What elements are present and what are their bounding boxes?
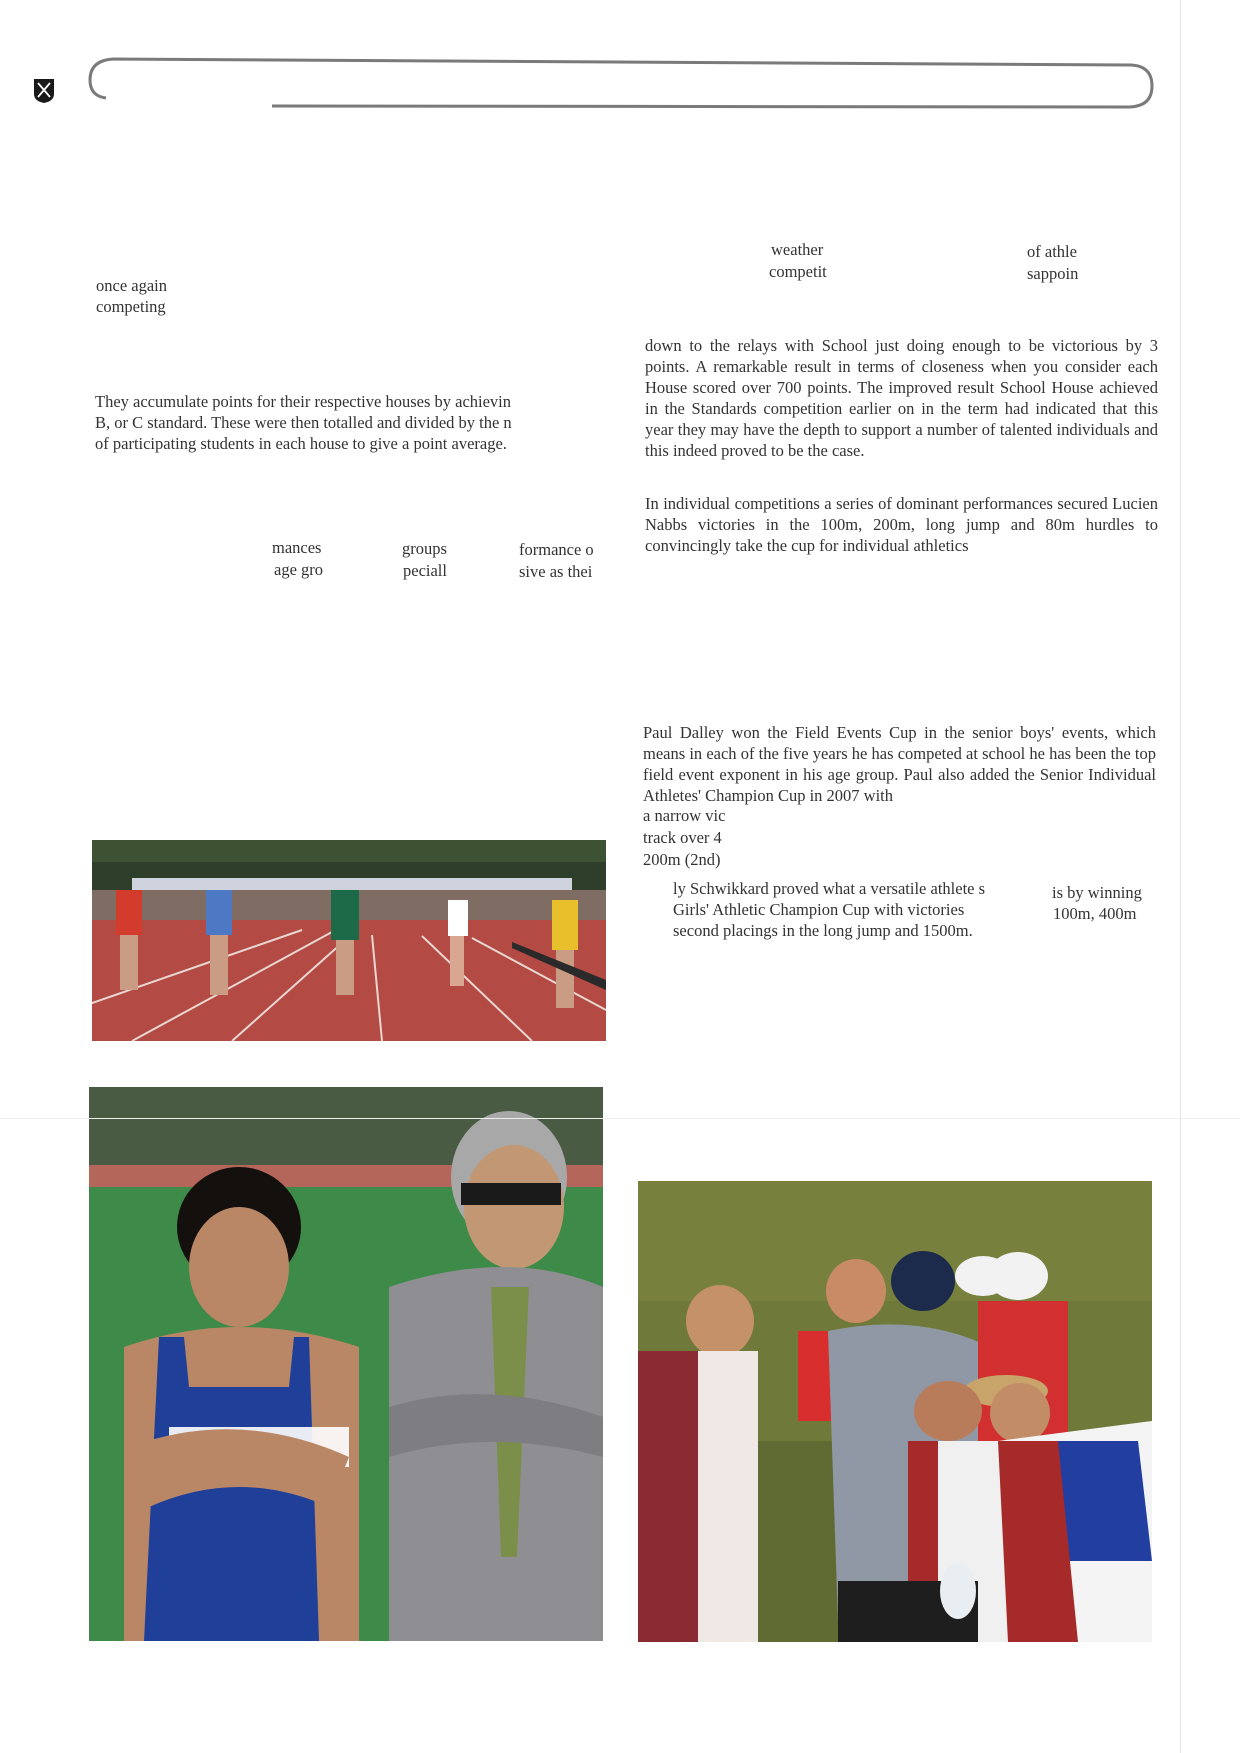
fragment-sappoin: sappoin	[1027, 264, 1079, 283]
fragment-winning: is by winning	[1052, 883, 1142, 902]
fragment-groups: groups	[402, 539, 447, 558]
fragment-weather: weather	[771, 240, 824, 259]
schwikkard-line: Girls' Athletic Champion Cup with victories	[673, 900, 965, 919]
fragment-once-again: once again	[96, 276, 168, 295]
points-line: B, or C standard. These were then totalled and divided by the n	[95, 413, 512, 432]
scan-crease	[0, 1118, 1240, 1119]
fragment-age-gro: age gro	[274, 560, 324, 579]
photo-officials-group	[638, 1181, 1152, 1642]
relays-paragraph: down to the relays with School just doing enough to be victorious by 3 points. A remarkable result in terms of closeness when you consider each House scored over 700 points. The improved result School House achieved in the Standards competition earlier on in the term had indicated that this year they may have the depth to support a number of talented individuals and this indeed proved to be the case.	[645, 336, 1158, 460]
individual-paragraph: In individual competitions a series of dominant performances secured Lucien Nabbs victories in the 100m, 200m, long jump and 80m hurdles to convincingly take the cup for individual athletics	[645, 494, 1158, 555]
header-frame	[86, 56, 1158, 114]
fragment-formance: formance o	[519, 540, 594, 559]
fragment-sive: sive as thei	[519, 562, 593, 581]
points-line: They accumulate points for their respective houses by achievin	[95, 392, 512, 411]
fragment-competing: competing	[96, 297, 166, 316]
schwikkard-line: second placings in the long jump and 1500m.	[673, 921, 973, 940]
dalley-paragraph: Paul Dalley won the Field Events Cup in the senior boys' events, which means in each of the five years he has competed at school he has been the top field event exponent in his age group. Paul also added the Senior Individual Athletes' Champion Cup in 2007 with	[643, 723, 1156, 805]
fragment-track: track over 4	[643, 828, 722, 847]
fragment-of-athle: of athle	[1027, 242, 1077, 261]
fragment-competit: competit	[769, 262, 827, 281]
fragment-100m: 100m, 400m	[1053, 904, 1137, 923]
fragment-mances: mances	[272, 538, 322, 557]
schwikkard-line: ly Schwikkard proved what a versatile athlete s	[673, 879, 986, 898]
fragment-peciall: peciall	[403, 561, 447, 580]
points-line: of participating students in each house to give a point average.	[95, 434, 507, 453]
fragment-narrow: a narrow vic	[643, 806, 726, 825]
page-edge	[1180, 0, 1181, 1753]
fragment-200m: 200m (2nd)	[643, 850, 721, 869]
school-crest-icon	[33, 78, 55, 104]
points-paragraph	[95, 391, 565, 454]
photo-athlete-with-coach	[89, 1087, 603, 1641]
schwikkard-paragraph	[673, 878, 1028, 941]
photo-sprint-race	[92, 840, 606, 1041]
